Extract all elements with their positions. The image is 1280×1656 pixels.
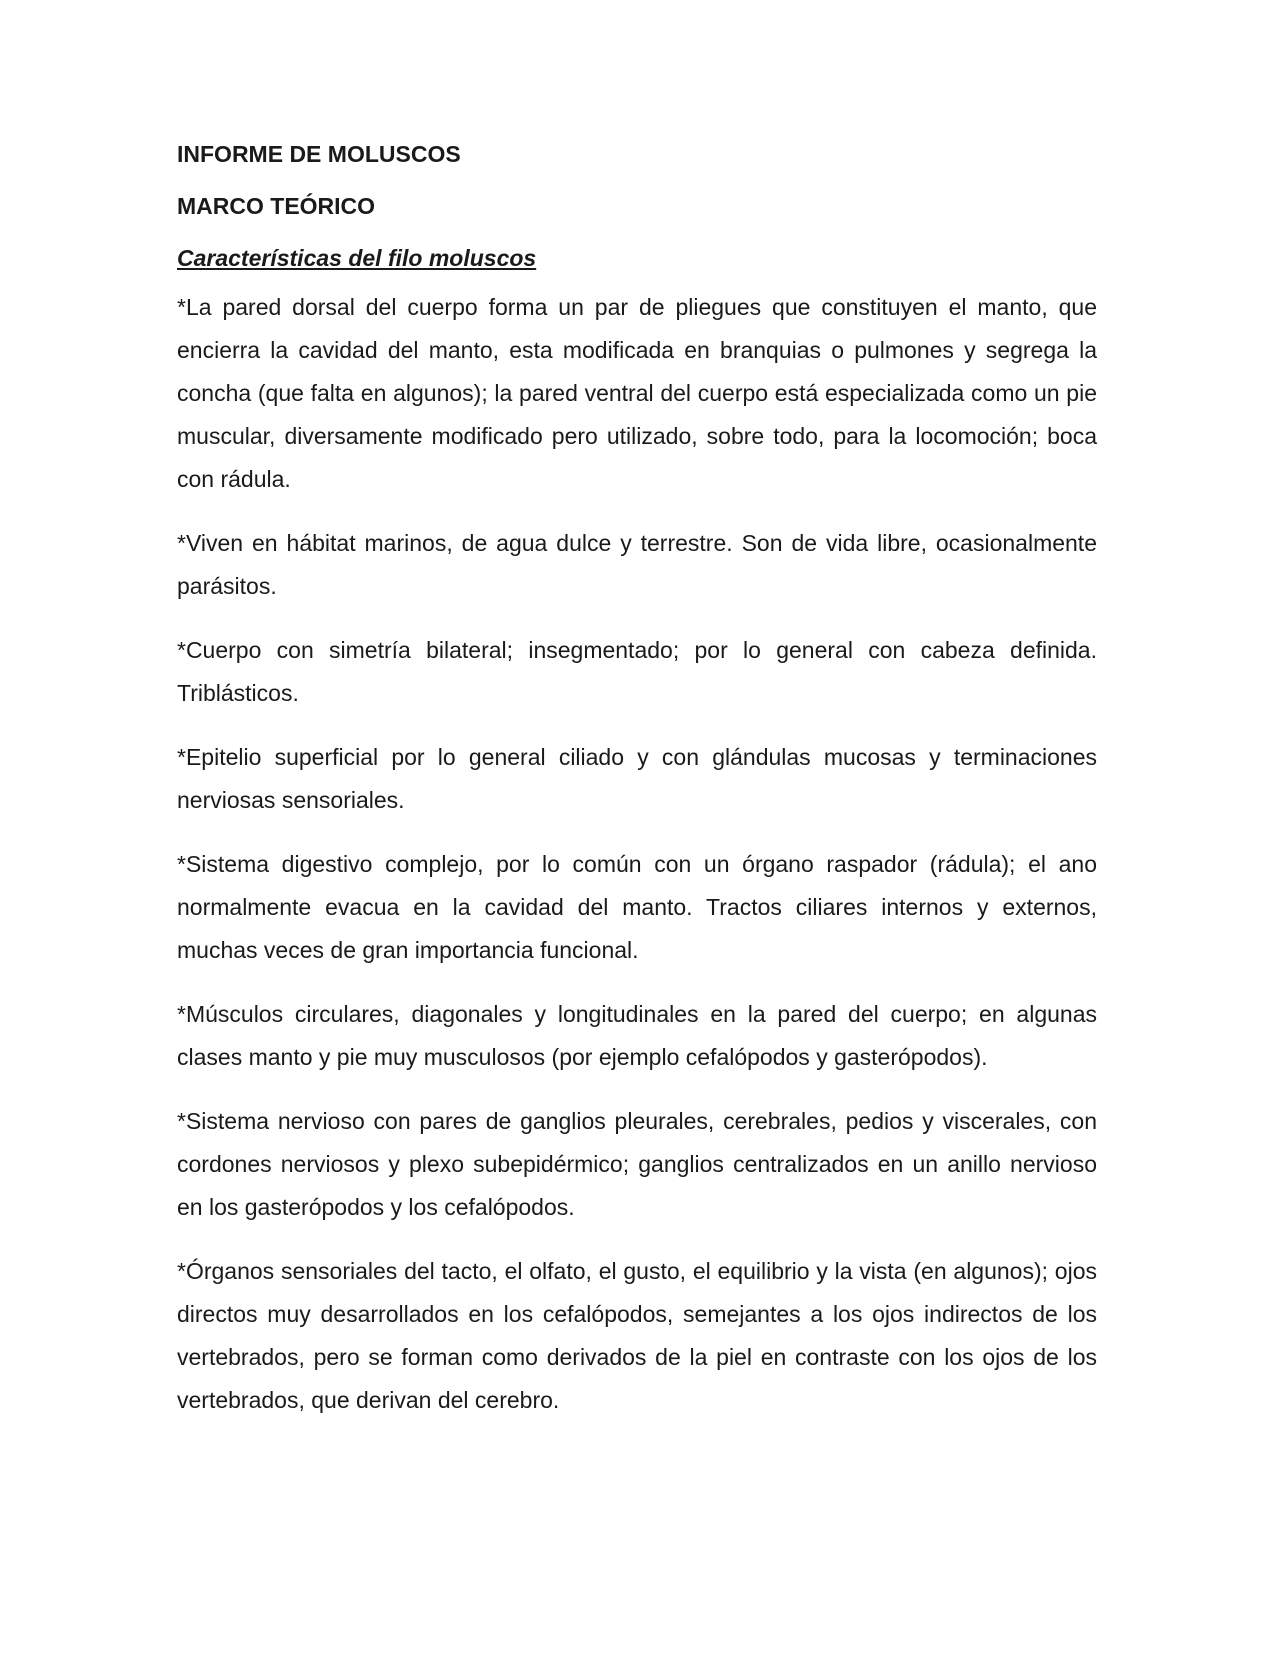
paragraph-nervioso: *Sistema nervioso con pares de ganglios pleurales, cerebrales, pedios y viscerales, con cordones nerviosos y plexo subepidérmico; ganglios centralizados en un anillo nervioso en los gasterópodos y los cefalópodos.	[177, 1108, 1097, 1220]
paragraph-organos: *Órganos sensoriales del tacto, el olfato, el gusto, el equilibrio y la vista (en algunos); ojos directos muy desarrollados en los cefalópodos, semejantes a los ojos indirectos de los vertebrados, pero se forman como derivados de la piel en contraste con los ojos de los vertebrados, que derivan del cerebro.	[177, 1258, 1097, 1413]
document-title: INFORME DE MOLUSCOS	[177, 141, 461, 167]
paragraph-musculos: *Músculos circulares, diagonales y longitudinales en la pared del cuerpo; en algunas clases manto y pie muy musculosos (por ejemplo cefalópodos y gasterópodos).	[177, 1001, 1097, 1070]
document-page	[177, 140, 1097, 1443]
paragraph-habitat: *Viven en hábitat marinos, de agua dulce y terrestre. Son de vida libre, ocasionalmente parásitos.	[177, 530, 1097, 599]
paragraph-simetria: *Cuerpo con simetría bilateral; insegmentado; por lo general con cabeza definida. Triblásticos.	[177, 637, 1097, 706]
section-heading: MARCO TEÓRICO	[177, 193, 376, 219]
paragraph-manto: *La pared dorsal del cuerpo forma un par de pliegues que constituyen el manto, que encierra la cavidad del manto, esta modificada en branquias o pulmones y segrega la concha (que falta en algunos); la pared ventral del cuerpo está especializada como un pie muscular, diversamente modificado pero utilizado, sobre todo, para la locomoción; boca con rádula.	[177, 294, 1097, 492]
paragraph-digestivo: *Sistema digestivo complejo, por lo común con un órgano raspador (rádula); el ano normalmente evacua en la cavidad del manto. Tractos ciliares internos y externos, muchas veces de gran importancia funcional.	[177, 851, 1097, 963]
subsection-heading: Características del filo moluscos	[177, 245, 537, 271]
paragraph-epitelio: *Epitelio superficial por lo general ciliado y con glándulas mucosas y terminaciones nerviosas sensoriales.	[177, 744, 1097, 813]
